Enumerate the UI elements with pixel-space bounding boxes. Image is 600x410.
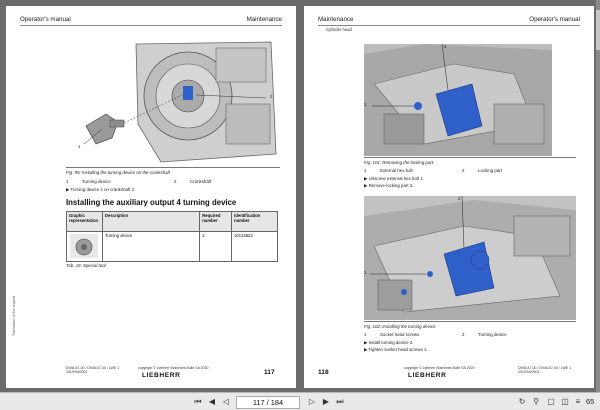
figure-102 [364,196,576,320]
footer-doc-id: D936 A7-00 / D946 A7-00 / LWE 1 2019/04/0001 [518,366,572,375]
last-page-icon[interactable]: ⏭ [336,397,344,406]
vertical-scrollbar[interactable] [596,0,600,392]
instruction-step: ▶ Unscrew external hex bolt 1. [364,176,424,181]
viewer-toolbar [0,392,600,410]
instruction-step: ▶ Remove locking part 2. [364,183,414,188]
tool-id: 10134822 [232,232,278,262]
scrollbar-thumb[interactable] [596,10,600,50]
figure-99 [66,34,280,166]
legend-item-text: Crankshaft [190,179,212,184]
single-page-view-icon[interactable]: ▢ [547,397,555,406]
legend-item-text: Locking part [478,168,502,173]
page-number-field[interactable]: 117 / 184 [236,396,300,409]
tool-description: Turning device [102,232,199,262]
col-header-required: Required number [200,212,232,232]
legend-item-text: Turning device [478,332,507,337]
figure-rule [364,157,576,158]
tool-required: 1 [200,232,232,262]
sub-header: Cylinder head [326,27,352,32]
col-header-description: Description [102,212,199,232]
tool-graphic [67,232,103,262]
footer-copyright: copyright © Liebherr Machines Bulle SA 2020 [138,366,209,370]
page-117 [6,6,296,388]
fig99-callout-1: 1 [78,144,81,149]
search-icon[interactable]: ⚲ [533,397,539,406]
liebherr-logo: LIEBHERR [408,372,447,379]
page-number: 117 [264,369,275,376]
figure-rule [66,167,280,168]
header-right: Operator's manual [529,16,580,23]
header-rule [20,25,282,26]
col-header-graphic: Graphic representation [67,212,103,232]
fig101-caption: Fig. 101: Removing the locking part [364,160,434,165]
instruction-step: ▶ Turning device 1 on crankshaft 2 [66,187,135,192]
back-icon[interactable]: ◁ [222,397,230,406]
refresh-icon[interactable]: ↻ [518,397,526,406]
header-left: Operator's manual [20,16,71,23]
page-number: 118 [318,369,329,376]
legend-item-num: 2 [462,332,465,337]
table-row [67,232,278,262]
fig99-callout-2: 2 [270,94,273,99]
zoom-level[interactable]: 65 [586,397,595,406]
col-header-id: Identification number [232,212,278,232]
forward-icon[interactable]: ▷ [308,397,316,406]
fig102-callout-2: 2 [458,196,461,201]
fig101-callout-1: 1 [364,102,367,107]
footer-doc-id: D936 A7-00 / D946 A7-00 / LWE 1 2019/04/0001 [66,366,120,375]
header-right: Maintenance [246,16,282,23]
legend-item-num: 1 [364,168,367,173]
table-caption: Tab. 19: Special tool [66,263,106,268]
fit-width-icon[interactable]: ≡ [575,397,581,406]
special-tool-table [66,211,278,262]
page-118 [304,6,594,388]
liebherr-logo: LIEBHERR [142,372,181,379]
section-title: Installing the auxiliary output 4 turning device [66,198,237,207]
instruction-step: ▶ Tighten socket head screws 1. [364,347,428,352]
legend-item-num: 1 [364,332,367,337]
fig101-callout-2: 2 [444,44,447,49]
previous-page-icon[interactable]: ◀ [208,397,216,406]
legend-item-num: 2 [174,179,177,184]
header-left: Maintenance [318,16,354,23]
next-page-icon[interactable]: ▶ [322,397,330,406]
legend-item-text: Socket head screws [380,332,420,337]
figure-101 [364,44,552,156]
legend-item-num: 1 [66,179,69,184]
two-page-view-icon[interactable]: ◫ [561,397,569,406]
first-page-icon[interactable]: ⏮ [194,397,202,406]
legend-item-num: 2 [462,168,465,173]
instruction-step: ▶ Install turning device 2. [364,340,414,345]
header-rule [318,25,580,26]
figure-rule [364,321,576,322]
fig102-callout-1: 1 [364,270,367,275]
legend-item-text: External hex bolt [380,168,413,173]
legend-item-text: Turning device [82,179,111,184]
fig102-caption: Fig. 102: Installing the turning device [364,324,436,329]
footer-copyright: copyright © Liebherr Machines Bulle SA 2020 [404,366,475,370]
side-note: Translation of the original [12,295,16,336]
fig99-caption: Fig. 99: Installing the turning device on the crankshaft [66,170,170,175]
